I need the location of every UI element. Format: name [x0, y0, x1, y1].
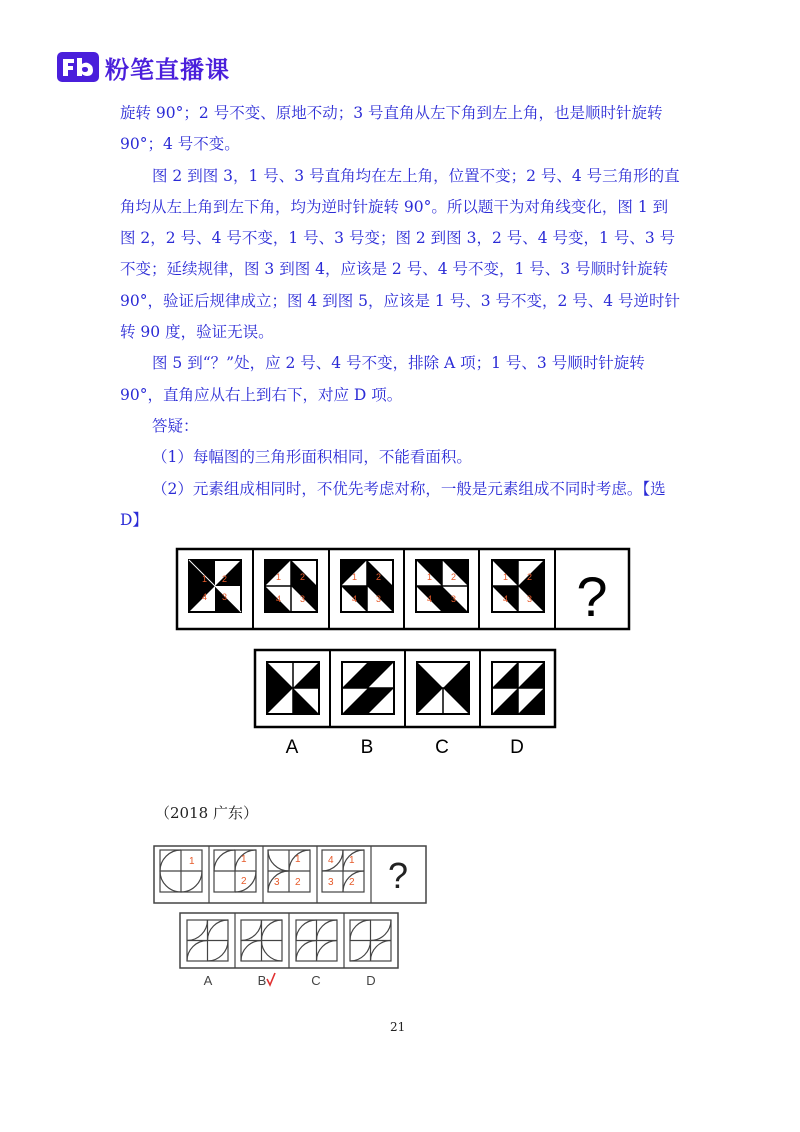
- paragraph-2: 图 2 到图 3，1 号、3 号直角均在左上角，位置不变；2 号、4 号三角形的直角均从左上角到左下角，均为逆时针旋转 90°。所以题干为对角线变化，图 1 到图 2，2 号、4 号不变，1 号、3 号变；图 2 到图 3，2 号、4 号变，1 号、3 号不变；延续规律，图 3 到图 4，应该是 2 号、4 号不变，1 号、3 号顺时针旋转 90°，验证后规律成立；图 4 到图 5，应该是 1 号、3 号不变，2 号、4 号逆时针转 90 度，验证无误。: [120, 166, 681, 342]
- arcs-panel-4-label-2: 2: [349, 877, 355, 888]
- svg-text:4: 4: [503, 594, 509, 604]
- arcs-panel-3: [268, 850, 310, 892]
- arcs-option-d-label: D: [366, 973, 376, 988]
- page-number: 21: [390, 1020, 406, 1034]
- option-b-figure[interactable]: [342, 662, 394, 714]
- arcs-option-c-figure[interactable]: [296, 920, 337, 961]
- fenbi-logo-icon: [57, 52, 99, 82]
- svg-text:4: 4: [276, 594, 282, 604]
- figure-triangles: [175, 546, 635, 761]
- qa-answer-2: （2）元素组成相同时，不优先考虑对称，一般是元素组成不同时考虑。【选 D】: [120, 479, 666, 529]
- svg-text:3: 3: [300, 594, 306, 604]
- svg-text:1: 1: [352, 572, 358, 582]
- option-b-label: B: [360, 737, 374, 758]
- option-a-figure[interactable]: [267, 662, 319, 714]
- figure-arcs: [152, 843, 432, 993]
- svg-text:4: 4: [202, 592, 208, 602]
- option-d-label: D: [510, 737, 524, 758]
- arcs-panel-2-label-2: 2: [241, 876, 247, 887]
- question-mark: ?: [576, 565, 608, 628]
- svg-text:1: 1: [202, 574, 208, 584]
- svg-text:2: 2: [300, 572, 306, 582]
- arcs-panel-4-label-4: 4: [328, 855, 334, 866]
- arcs-option-a-label: A: [203, 973, 213, 988]
- qa-answer-1: （1）每幅图的三角形面积相同，不能看面积。: [152, 448, 472, 467]
- svg-text:3: 3: [527, 594, 533, 604]
- paragraph-1: 旋转 90°；2 号不变、原地不动；3 号直角从左下角到左上角，也是顺时针旋转 90°；4 号不变。: [120, 104, 663, 154]
- svg-text:1: 1: [427, 572, 433, 582]
- arcs-question-frame: [154, 846, 426, 903]
- arcs-option-d-figure[interactable]: [350, 920, 391, 961]
- option-c-figure[interactable]: [417, 662, 469, 714]
- svg-text:2: 2: [527, 572, 533, 582]
- svg-text:4: 4: [352, 594, 358, 604]
- arcs-panel-4-label-3: 3: [328, 877, 334, 888]
- option-a-label: A: [285, 737, 299, 758]
- paragraph-3: 图 5 到“？”处，应 2 号、4 号不变，排除 A 项；1 号、3 号顺时针旋转 90°，直角应从右上到右下，对应 D 项。: [120, 354, 645, 404]
- arcs-panel-3-label-3: 3: [274, 877, 280, 888]
- option-c-label: C: [435, 737, 449, 758]
- svg-text:3: 3: [222, 592, 228, 602]
- question-source: （2018 广东）: [155, 804, 258, 822]
- arcs-option-b-label: B: [257, 973, 267, 988]
- arcs-option-c-label: C: [311, 973, 321, 988]
- question-panel-4: [416, 560, 468, 612]
- svg-text:3: 3: [451, 594, 457, 604]
- arcs-panel-1-label-1: 1: [189, 856, 195, 867]
- svg-text:3: 3: [376, 594, 382, 604]
- header-logo: [57, 50, 230, 84]
- arcs-panel-3-label-2: 2: [295, 877, 301, 888]
- checkmark-icon: [267, 973, 275, 985]
- logo-text: 粉笔直播课: [105, 55, 230, 84]
- qa-heading: 答疑：: [152, 416, 199, 435]
- svg-text:2: 2: [451, 572, 457, 582]
- arcs-panel-2-label-1: 1: [241, 854, 247, 865]
- arcs-panel-2: [214, 850, 256, 892]
- arcs-question-mark: ?: [387, 855, 409, 896]
- option-d-figure[interactable]: [492, 662, 544, 714]
- svg-text:2: 2: [222, 574, 228, 584]
- question-panel-2: [265, 560, 317, 612]
- arcs-option-b-figure[interactable]: [241, 920, 282, 961]
- arcs-panel-3-label-1: 1: [295, 854, 301, 865]
- question-panel-1: [189, 560, 241, 612]
- arcs-panel-4-label-1: 1: [349, 855, 355, 866]
- arcs-panel-1: [160, 850, 202, 892]
- svg-text:1: 1: [276, 572, 282, 582]
- svg-text:4: 4: [427, 594, 433, 604]
- explanation-text: [120, 98, 682, 536]
- svg-text:2: 2: [376, 572, 382, 582]
- arcs-option-a-figure[interactable]: [187, 920, 228, 961]
- svg-text:1: 1: [503, 572, 509, 582]
- arcs-panel-4: [322, 850, 364, 892]
- question-panel-5: [492, 560, 544, 612]
- question-panel-3: [341, 560, 393, 612]
